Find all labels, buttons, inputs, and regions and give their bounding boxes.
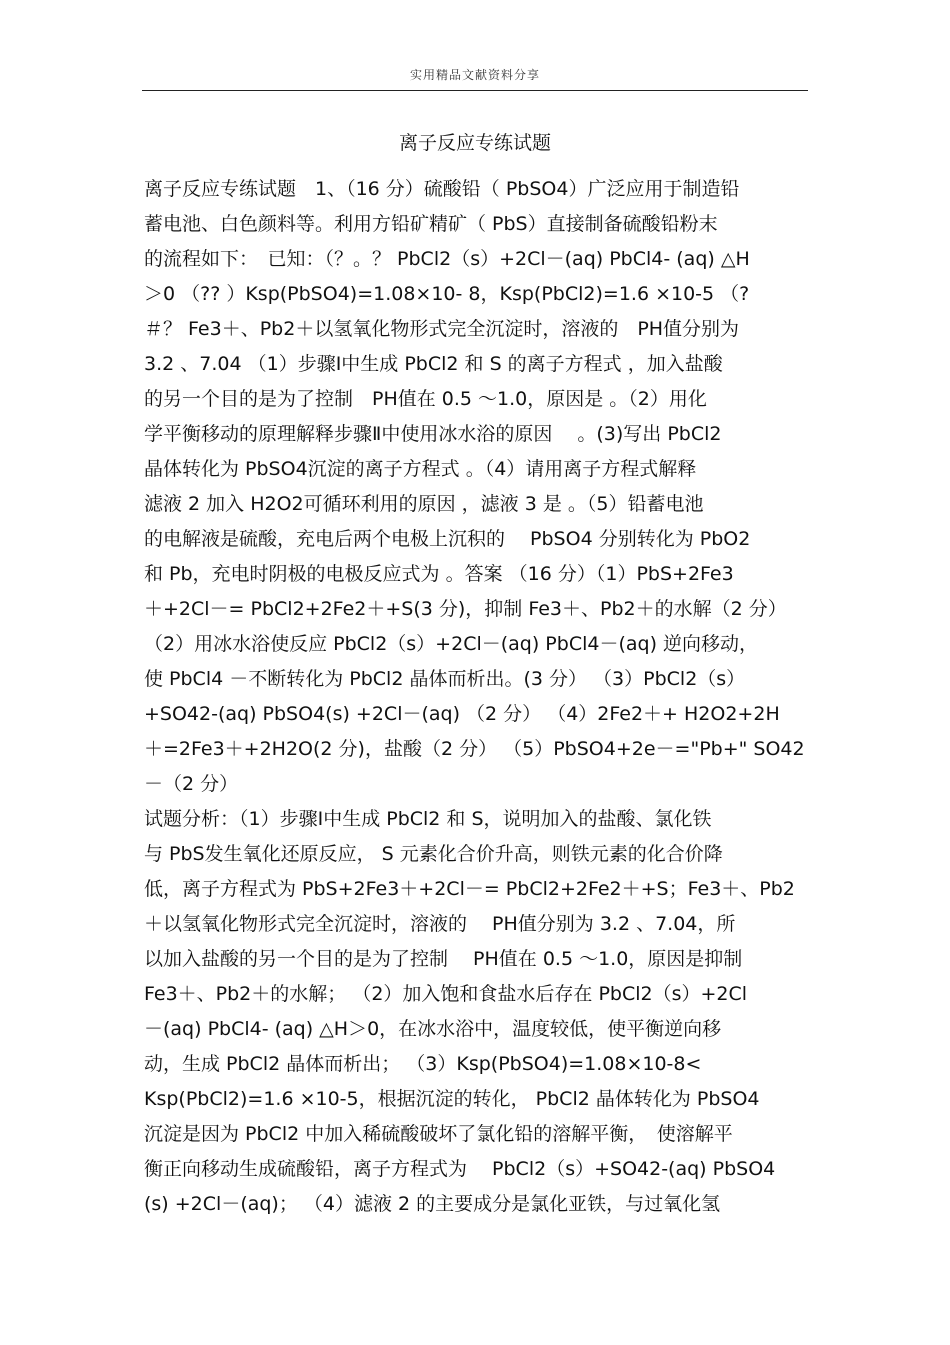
body-line: ＋以氢氧化物形式完全沉淀时，溶液的 PH值分别为 3.2 、7.04，所 — [144, 913, 736, 935]
body-line: 学平衡移动的原理解释步骤Ⅱ中使用冰水浴的原因 。(3)写出 PbCl2 — [144, 423, 722, 445]
body-line: 衡正向移动生成硫酸铅，离子方程式为 PbCl2（s）+SO42-(aq) PbSO4 — [144, 1158, 776, 1180]
body-line: 蓄电池、白色颜料等。利用方铅矿精矿（ PbS）直接制备硫酸铅粉末 — [144, 213, 718, 235]
body-line: ＞0 （?? ）Ksp(PbSO4)=1.08×10- 8，Ksp(PbCl2)=1.6 ×10-5 （? — [144, 283, 750, 305]
body-line: 的另一个目的是为了控制 PH值在 0.5 ～1.0，原因是 。（2）用化 — [144, 388, 707, 410]
body-line: 3.2 、7.04 （1）步骤Ⅰ中生成 PbCl2 和 S 的离子方程式 ，加入盐酸 — [144, 353, 723, 375]
body-line: 晶体转化为 PbSO4沉淀的离子方程式 。（4）请用离子方程式解释 — [144, 458, 697, 480]
body-line: 沉淀是因为 PbCl2 中加入稀硫酸破坏了氯化铅的溶解平衡， 使溶解平 — [144, 1123, 733, 1145]
document-title: 离子反应专练试题 — [398, 132, 551, 154]
body-line: 和 Pb，充电时阴极的电极反应式为 。答案 （16 分）（1）PbS+2Fe3 — [144, 563, 734, 585]
body-line: (s) +2Cl－(aq)； （4）滤液 2 的主要成分是氯化亚铁，与过氧化氢 — [144, 1193, 721, 1215]
body-line: 使 PbCl4 －不断转化为 PbCl2 晶体而析出。(3 分） （3）PbCl2（s） — [144, 668, 746, 690]
body-line: ＃？ Fe3＋、Pb2＋以氢氧化物形式完全沉淀时，溶液的 PH值分别为 — [144, 318, 740, 340]
body-line: Ksp(PbCl2)=1.6 ×10-5，根据沉淀的转化， PbCl2 晶体转化为 PbSO4 — [144, 1088, 760, 1110]
body-line: 的流程如下： 已知：（？。？ PbCl2（s）+2Cl－(aq) PbCl4- (aq) △H — [144, 248, 750, 270]
document-body — [144, 172, 810, 1222]
body-line: 的电解液是硫酸，充电后两个电极上沉积的 PbSO4 分别转化为 PbO2 — [144, 528, 751, 550]
page-header: 实用精品文献资料分享 — [409, 68, 540, 82]
body-line: 低，离子方程式为 PbS+2Fe3＋+2Cl－= PbCl2+2Fe2＋+S；Fe3＋、Pb2 — [144, 878, 795, 900]
body-line: 滤液 2 加入 H2O2可循环利用的原因 ，滤液 3 是 。（5）铅蓄电池 — [144, 493, 704, 515]
body-line: Fe3＋、Pb2＋的水解； （2）加入饱和食盐水后存在 PbCl2（s）+2Cl — [144, 983, 748, 1005]
body-line: 离子反应专练试题 1、（16 分）硫酸铅（ PbSO4）广泛应用于制造铅 — [144, 178, 740, 200]
header-divider — [142, 90, 808, 91]
body-line: +SO42-(aq) PbSO4(s) +2Cl－(aq) （2 分） （4）2Fe2＋+ H2O2+2H — [144, 703, 780, 725]
body-line: ＋+2Cl－= PbCl2+2Fe2＋+S(3 分)，抑制 Fe3＋、Pb2＋的水解（2 分） — [144, 598, 787, 620]
body-line: －（2 分） — [144, 773, 239, 795]
body-line: ＋=2Fe3＋+2H2O(2 分)，盐酸（2 分） （5）PbSO4+2e－="Pb+" SO42 — [144, 738, 805, 760]
body-line: －(aq) PbCl4- (aq) △H＞0，在冰水浴中，温度较低，使平衡逆向移 — [144, 1018, 722, 1040]
body-line: （2）用冰水浴使反应 PbCl2（s）+2Cl－(aq) PbCl4－(aq) 逆向移动， — [144, 633, 759, 655]
body-line: 以加入盐酸的另一个目的是为了控制 PH值在 0.5 ～1.0，原因是抑制 — [144, 948, 743, 970]
body-line: 动，生成 PbCl2 晶体而析出； （3）Ksp(PbSO4)=1.08×10-8< — [144, 1053, 702, 1075]
body-line: 试题分析：（1）步骤Ⅰ中生成 PbCl2 和 S，说明加入的盐酸、氯化铁 — [144, 808, 712, 830]
body-line: 与 PbS发生氧化还原反应， S 元素化合价升高，则铁元素的化合价降 — [144, 843, 723, 865]
